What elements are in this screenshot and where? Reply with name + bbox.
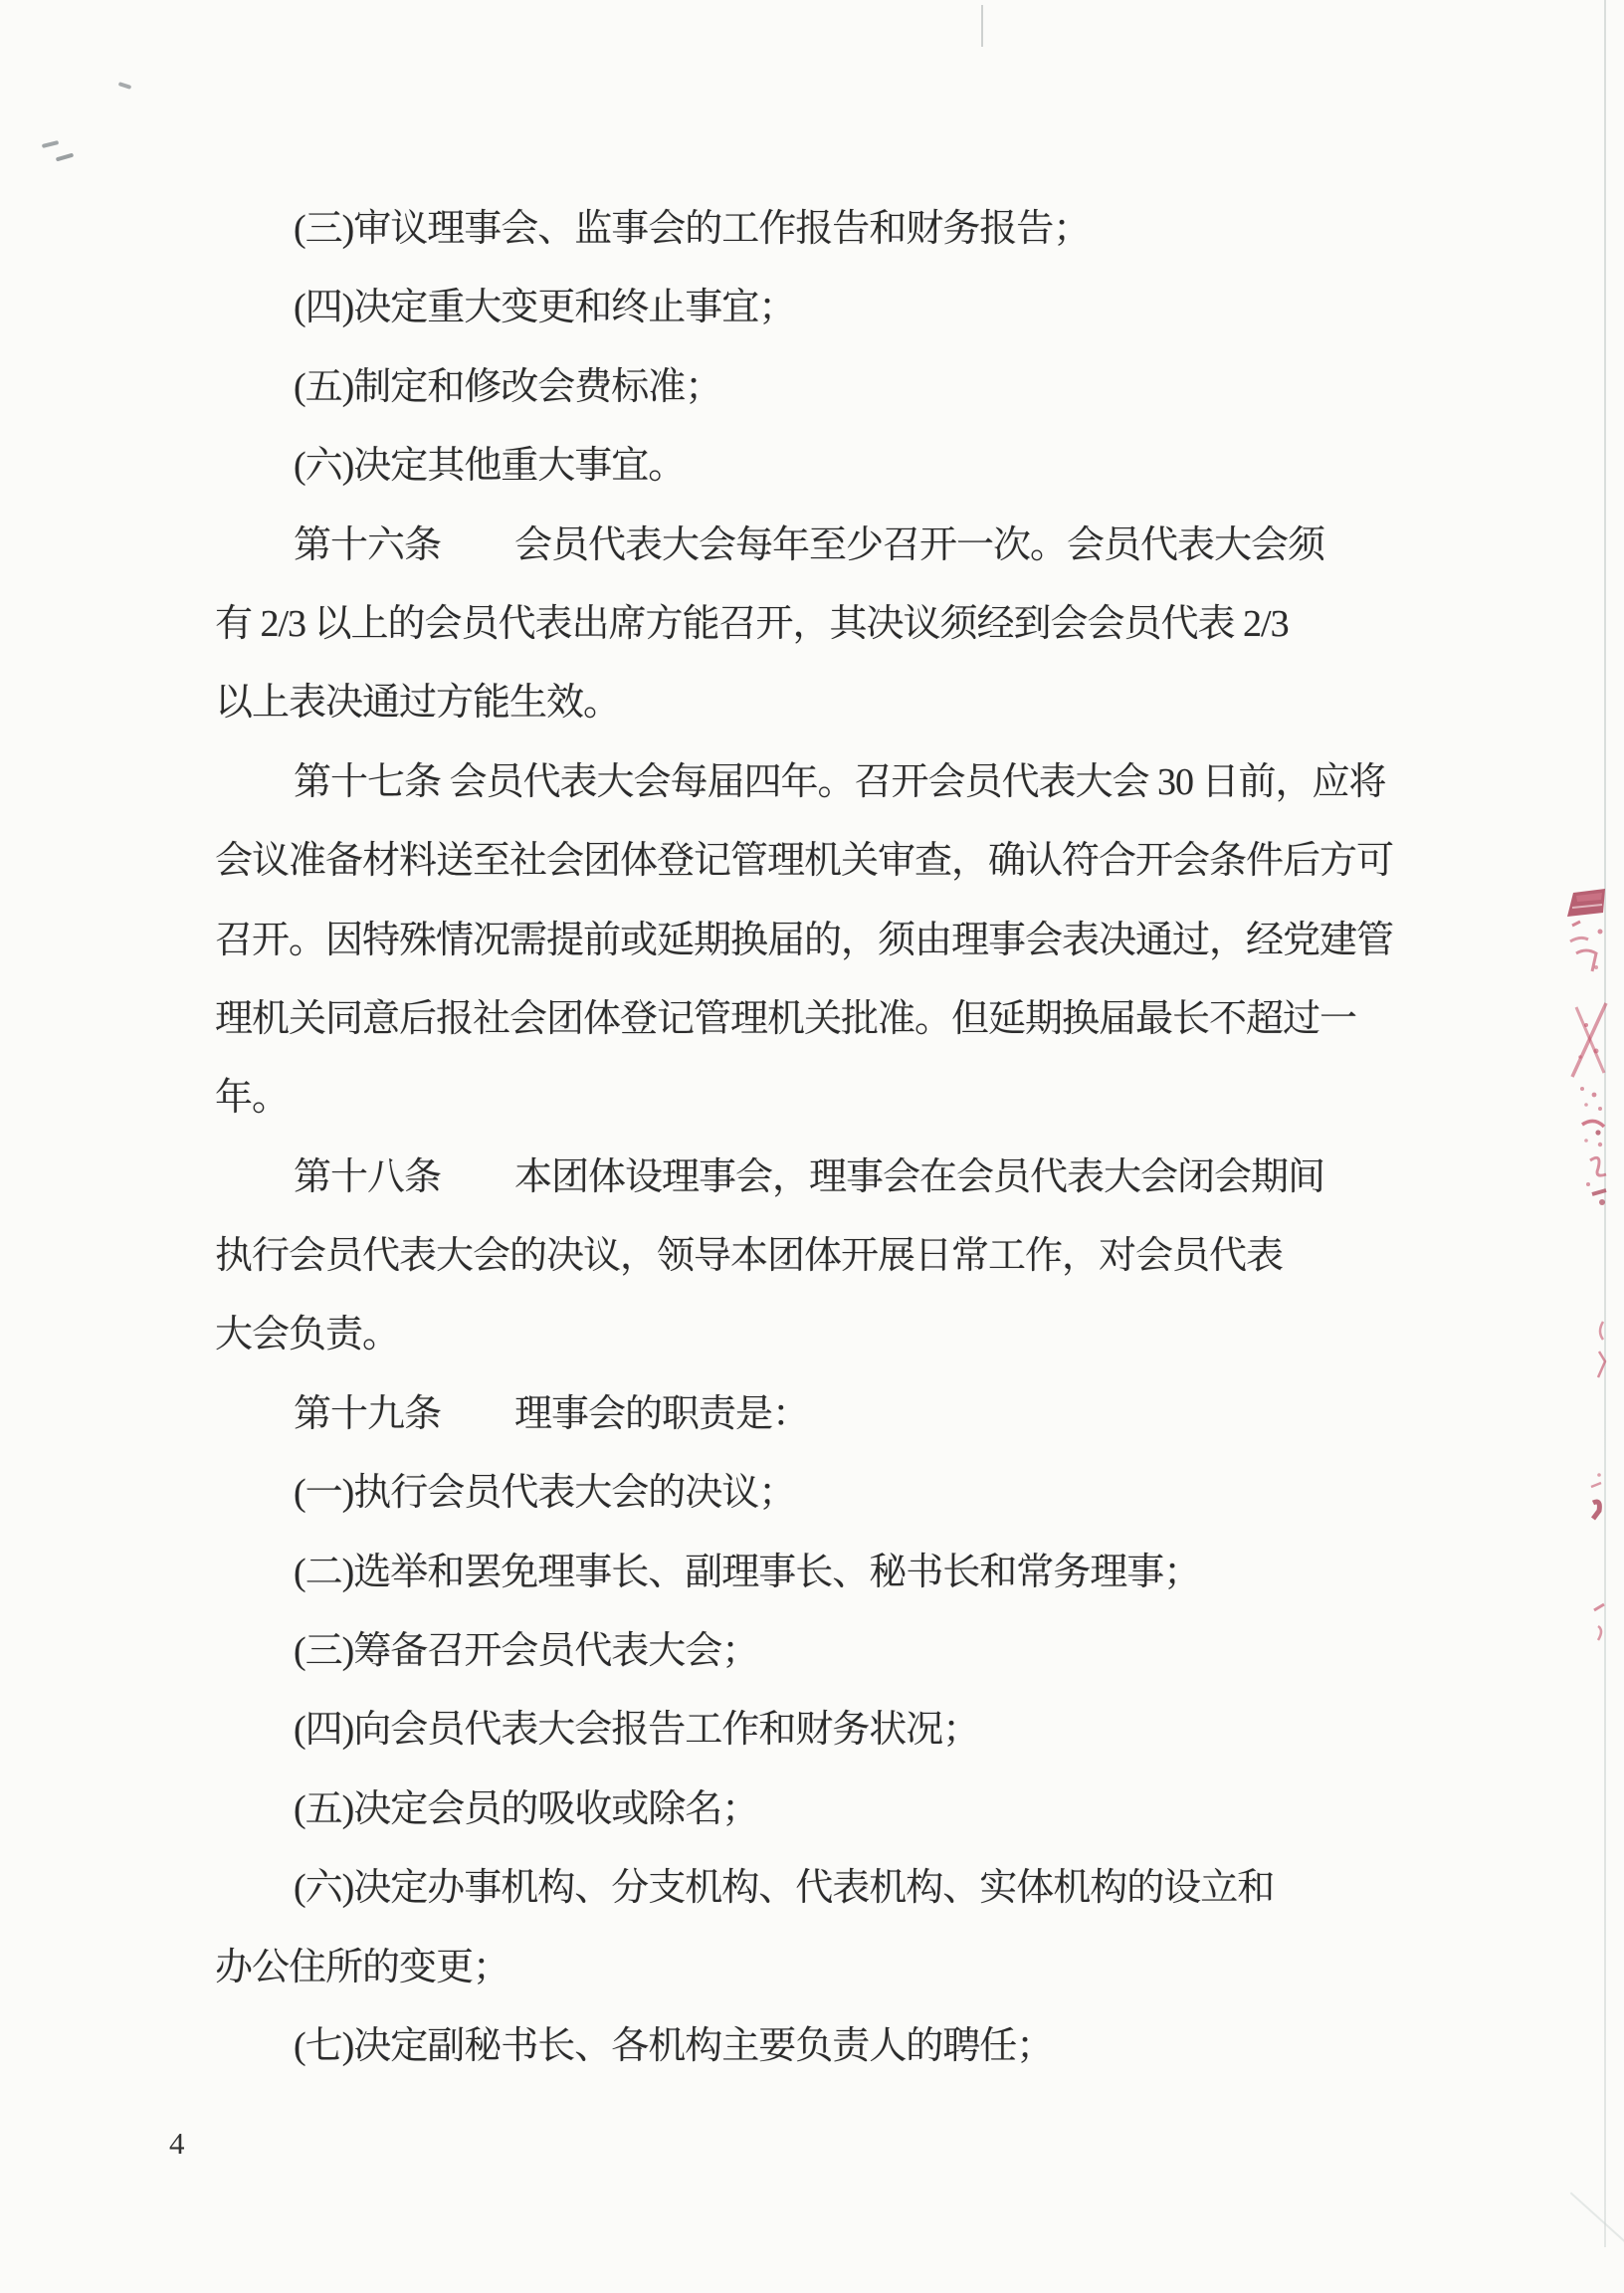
- document-line: (一)执行会员代表大会的决议；: [294, 1472, 796, 1515]
- scan-artifact-line: [981, 5, 983, 47]
- document-line: (四)决定重大变更和终止事宜；: [294, 287, 796, 329]
- document-line: (五)决定会员的吸收或除名；: [294, 1787, 759, 1830]
- page-corner-line: [1570, 2191, 1624, 2242]
- document-line: (五)制定和修改会费标准；: [294, 365, 722, 408]
- red-seal-fragment: [1566, 995, 1612, 1083]
- document-line: 年。: [215, 1077, 290, 1120]
- document-line-article-17: 第十七条 会员代表大会每届四年。召开会员代表大会 30 日前，应将: [294, 760, 1386, 803]
- page-number: 4: [169, 2126, 185, 2161]
- document-line: (三)筹备召开会员代表大会；: [294, 1630, 759, 1673]
- document-line: 执行会员代表大会的决议，领导本团体开展日常工作，对会员代表: [215, 1235, 1284, 1278]
- pen-mark: [56, 153, 74, 162]
- document-line: 以上表决通过方能生效。: [215, 682, 621, 725]
- document-line-article-19: 第十九条 理事会的职责是：: [294, 1392, 810, 1435]
- document-text-block: [215, 190, 1394, 2086]
- document-line: (四)向会员代表大会报告工作和财务状况；: [294, 1709, 980, 1752]
- document-line: (七)决定副秘书长、各机构主要负责人的聘任；: [294, 2024, 1054, 2067]
- red-seal-fragment: [1590, 1600, 1610, 1648]
- document-line-article-16: 第十六条 会员代表大会每年至少召开一次。会员代表大会须: [294, 523, 1325, 566]
- pen-mark: [42, 140, 59, 148]
- document-line: 办公住所的变更；: [215, 1946, 510, 1988]
- document-line: (六)决定其他重大事宜。: [294, 445, 686, 488]
- document-line: 理机关同意后报社会团体登记管理机关批准。但延期换届最长不超过一: [215, 997, 1357, 1040]
- document-line-article-18: 第十八条 本团体设理事会，理事会在会员代表大会闭会期间: [294, 1155, 1325, 1198]
- document-line: (六)决定办事机构、分支机构、代表机构、实体机构的设立和: [294, 1867, 1275, 1910]
- red-seal-fragment: [1576, 1135, 1614, 1208]
- document-line: 召开。因特殊情况需提前或延期换届的，须由理事会表决通过，经党建管: [215, 919, 1394, 961]
- red-seal-fragment: [1564, 887, 1608, 921]
- document-line: (三)审议理事会、监事会的工作报告和财务报告；: [294, 208, 1091, 250]
- red-seal-fragment: [1566, 920, 1608, 981]
- red-seal-fragment: [1574, 1081, 1610, 1139]
- red-seal-fragment: [1585, 1467, 1609, 1527]
- red-seal-fragment: [1593, 1318, 1609, 1383]
- document-line: 会议准备材料送至社会团体登记管理机关审查，确认符合开会条件后方可: [215, 840, 1394, 883]
- document-line: 大会负责。: [215, 1314, 400, 1356]
- document-line: 有 2/3 以上的会员代表出席方能召开，其决议须经到会会员代表 2/3: [215, 602, 1289, 645]
- document-line: (二)选举和罢免理事长、副理事长、秘书长和常务理事；: [294, 1551, 1201, 1593]
- pen-mark: [118, 82, 132, 90]
